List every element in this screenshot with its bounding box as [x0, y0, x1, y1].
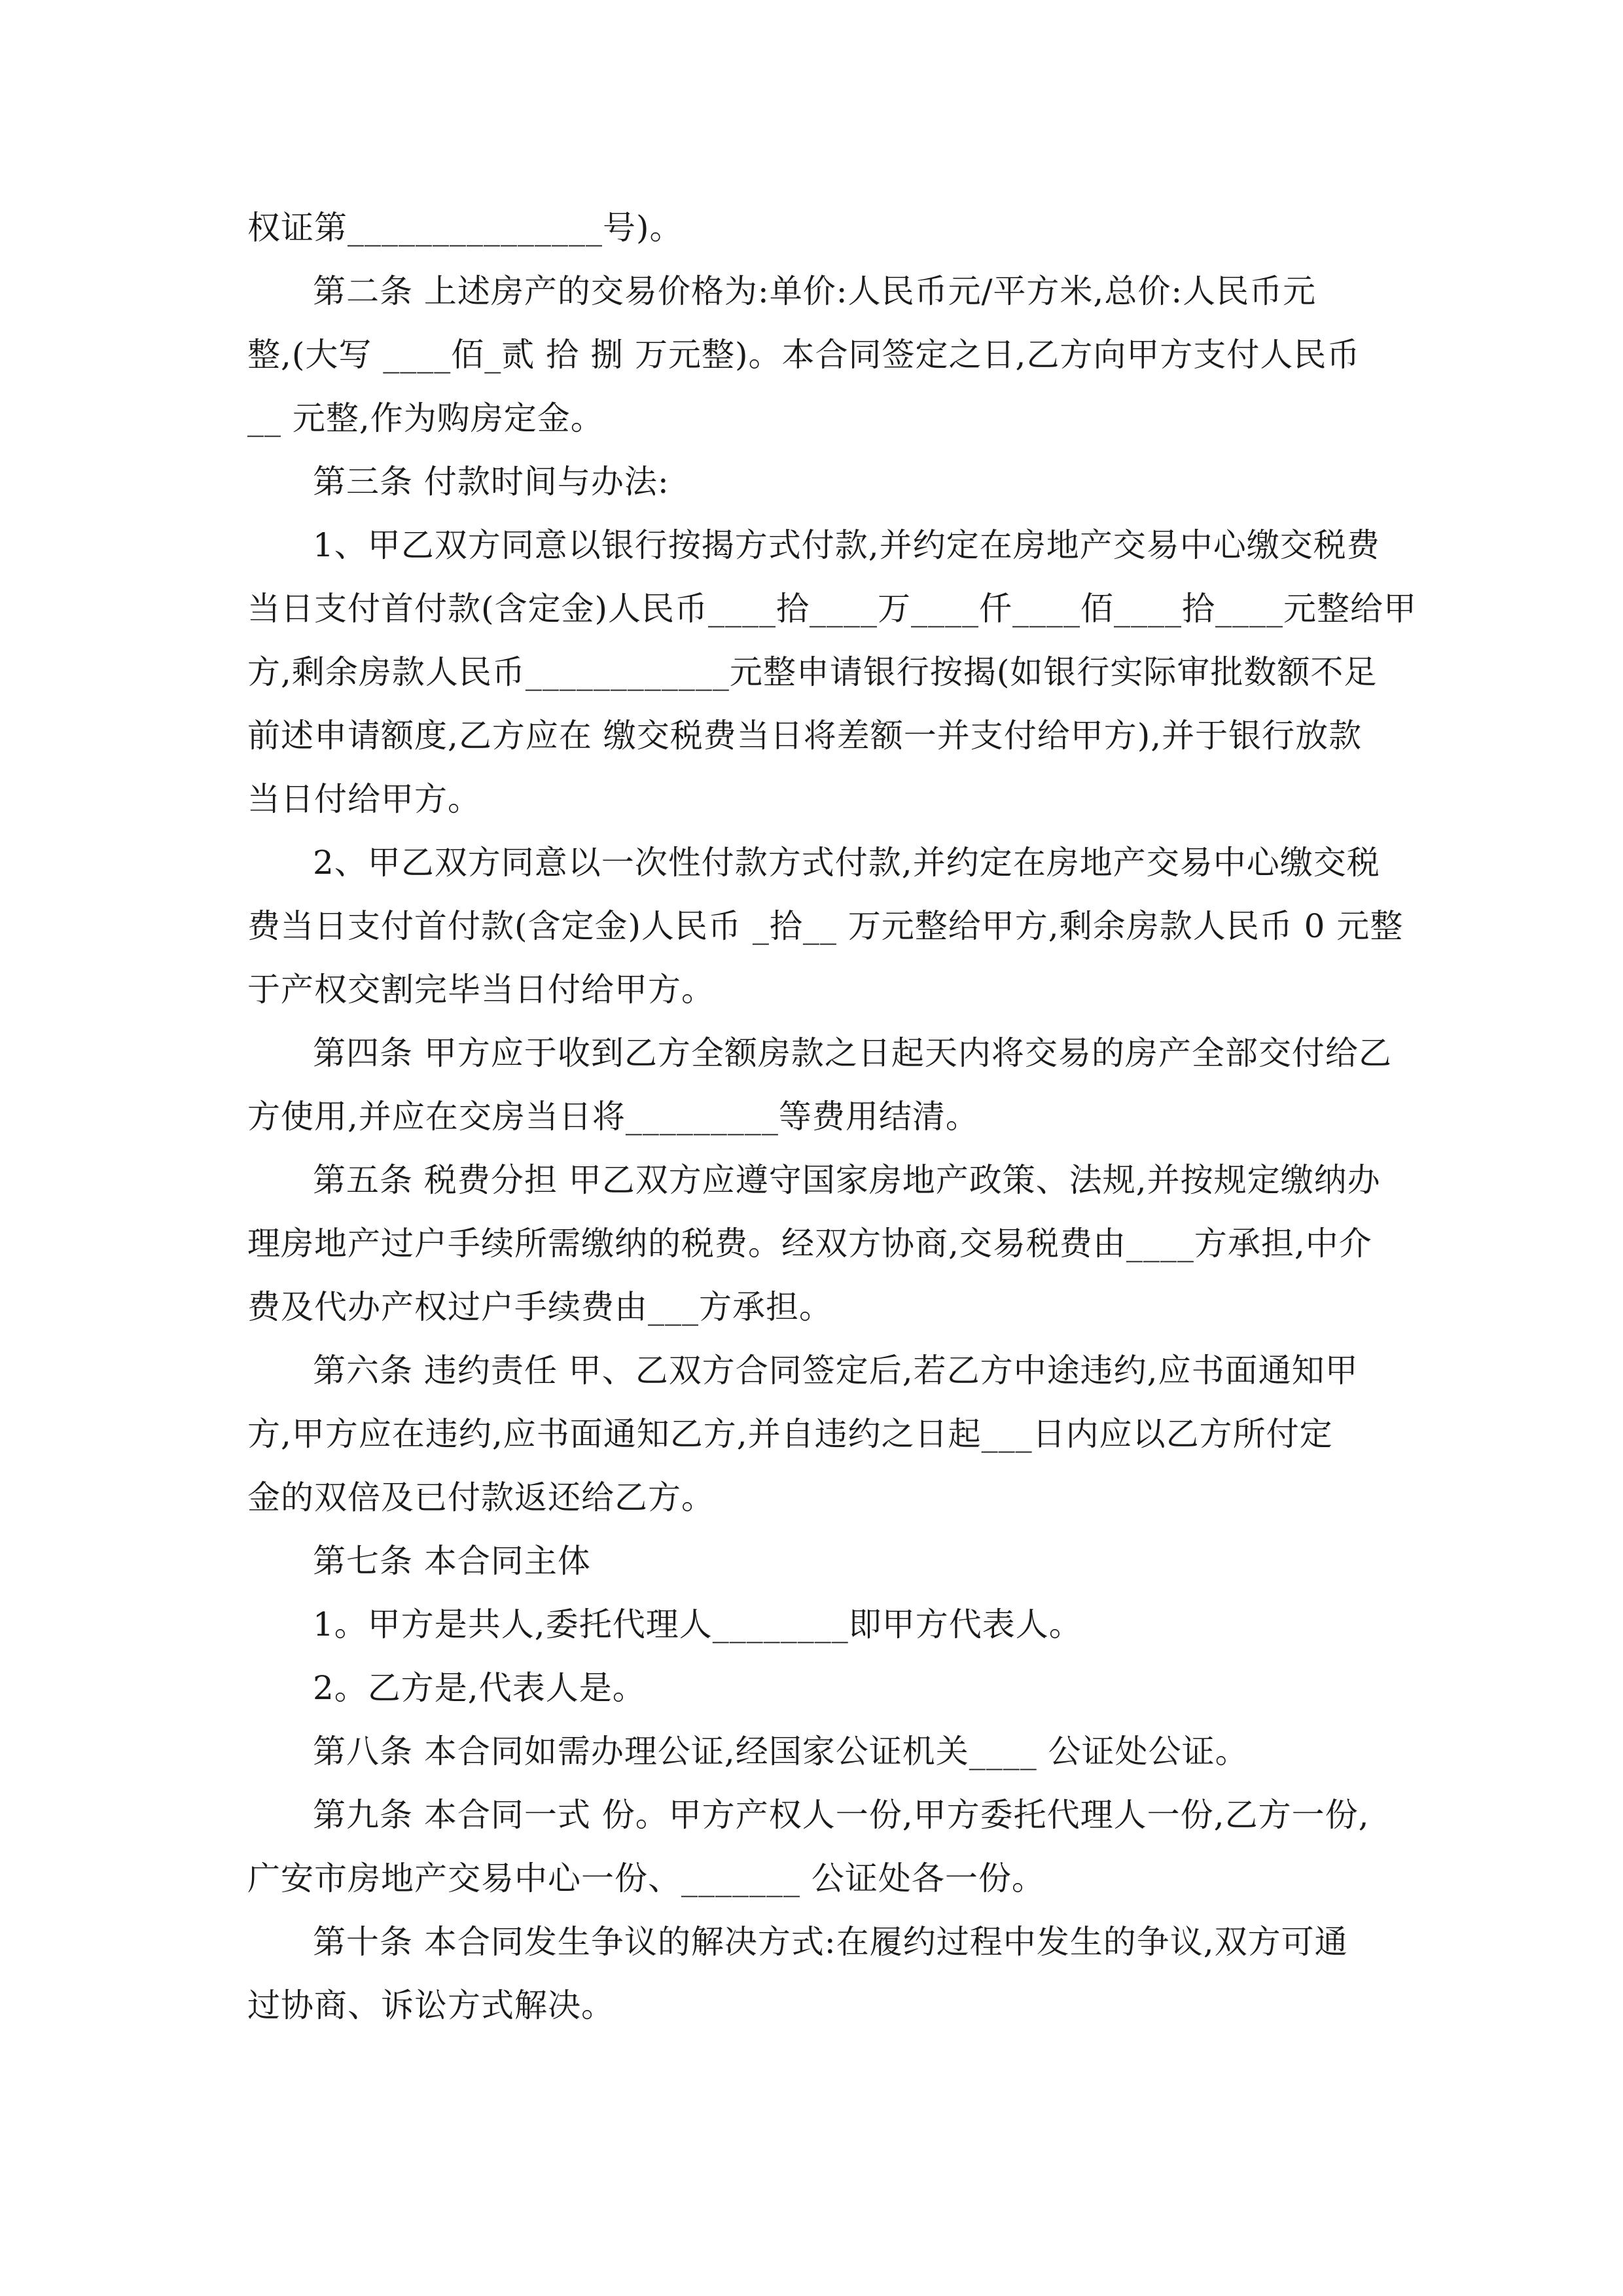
- text-line: 第十条 本合同发生争议的解决方式:在履约过程中发生的争议,双方可通: [313, 1923, 1348, 1961]
- text-line: 第二条 上述房产的交易价格为:单价:人民币元/平方米,总价:人民币元: [313, 272, 1317, 310]
- text-line: 整,(大写 ____佰_贰 拾 捌 万元整)。本合同签定之日,乙方向甲方支付人民币: [247, 336, 1361, 374]
- text-line: 1。甲方是共人,委托代理人________即甲方代表人。: [313, 1605, 1082, 1643]
- text-line: 第三条 付款时间与办法:: [313, 463, 669, 501]
- text-line: 理房地产过户手续所需缴纳的税费。经双方协商,交易税费由____方承担,中介: [247, 1225, 1372, 1263]
- text-line: 第七条 本合同主体: [313, 1542, 591, 1580]
- text-line: 第九条 本合同一式 份。甲方产权人一份,甲方委托代理人一份,乙方一份,: [313, 1796, 1370, 1834]
- text-line: 第四条 甲方应于收到乙方全额房款之日起天内将交易的房产全部交付给乙: [313, 1034, 1392, 1072]
- text-line: 方,甲方应在违约,应书面通知乙方,并自违约之日起___日内应以乙方所付定: [247, 1415, 1333, 1453]
- document-page: [247, 196, 1418, 2037]
- text-line: 费当日支付首付款(含定金)人民币 _拾__ 万元整给甲方,剩余房款人民币 0 元整: [247, 907, 1404, 945]
- text-line: 2、甲乙双方同意以一次性付款方式付款,并约定在房地产交易中心缴交税: [313, 844, 1380, 882]
- text-line: 金的双倍及已付款返还给乙方。: [247, 1479, 715, 1516]
- text-line: 方,剩余房款人民币____________元整申请银行按揭(如银行实际审批数额不足: [247, 653, 1378, 691]
- text-line: 第八条 本合同如需办理公证,经国家公证机关____ 公证处公证。: [313, 1732, 1249, 1770]
- text-line: __ 元整,作为购房定金。: [247, 399, 604, 437]
- text-line: 费及代办产权过户手续费由___方承担。: [247, 1288, 832, 1326]
- text-line: 第五条 税费分担 甲乙双方应遵守国家房地产政策、法规,并按规定缴纳办: [313, 1161, 1381, 1199]
- text-line: 2。乙方是,代表人是。: [313, 1669, 646, 1707]
- text-line: 过协商、诉讼方式解决。: [247, 1986, 615, 2024]
- text-line: 第六条 违约责任 甲、乙双方合同签定后,若乙方中途违约,应书面通知甲: [313, 1352, 1359, 1390]
- text-line: 当日支付首付款(含定金)人民币____拾____万____仟____佰____拾____元整给甲: [247, 590, 1418, 628]
- text-line: 于产权交割完毕当日付给甲方。: [247, 971, 715, 1009]
- text-line: 广安市房地产交易中心一份、_______ 公证处各一份。: [247, 1859, 1045, 1897]
- text-line: 权证第_______________号)。: [247, 209, 683, 247]
- text-line: 前述申请额度,乙方应在 缴交税费当日将差额一并支付给甲方),并于银行放款: [247, 717, 1363, 755]
- text-line: 当日付给甲方。: [247, 780, 481, 818]
- text-line: 方使用,并应在交房当日将_________等费用结清。: [247, 1098, 979, 1136]
- text-line: 1、甲乙双方同意以银行按揭方式付款,并约定在房地产交易中心缴交税费: [313, 526, 1380, 564]
